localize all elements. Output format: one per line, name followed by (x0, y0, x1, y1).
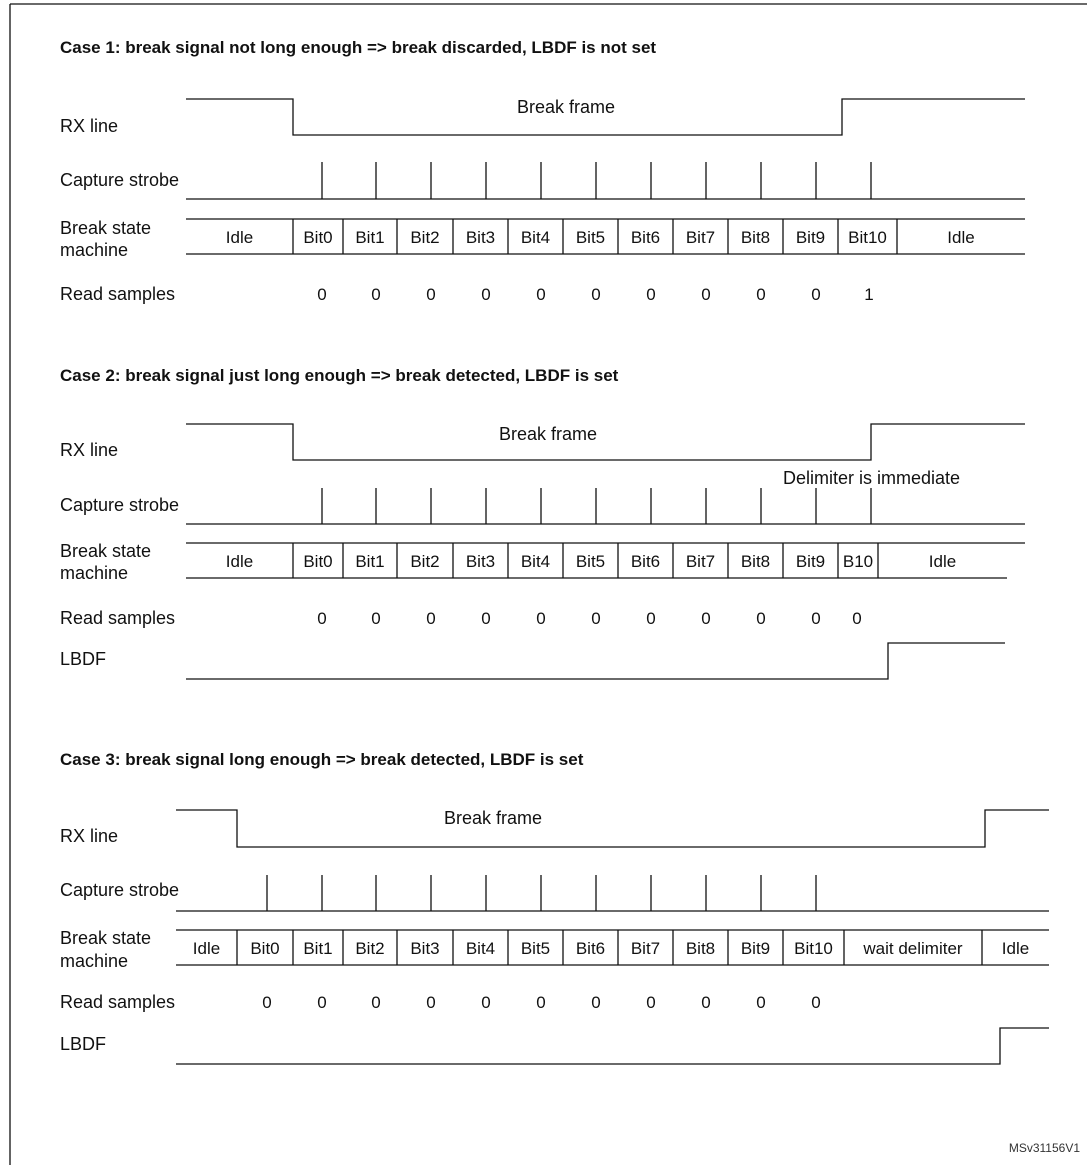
capture-strobe-pulses (322, 488, 871, 524)
state-cell-label: Bit4 (465, 939, 496, 958)
state-cell-label: Bit10 (794, 939, 833, 958)
state-cell-label: Bit9 (795, 552, 826, 571)
state-cell-label: Bit2 (355, 939, 385, 958)
state-cell-label: Bit3 (410, 939, 440, 958)
lbdf-waveform (186, 643, 1005, 679)
read-sample-value: 0 (426, 285, 436, 304)
state-cell-label: Bit2 (410, 552, 440, 571)
read-sample-value: 0 (317, 285, 327, 304)
break-frame-label: Break frame (517, 97, 616, 117)
read-sample-value: 0 (701, 285, 711, 304)
state-cell-label: Bit10 (848, 228, 887, 247)
state-cell-label: Bit9 (795, 228, 826, 247)
read-samples-row (262, 993, 820, 1012)
case-2 (60, 366, 1025, 679)
capture-strobe-label: Capture strobe (60, 880, 180, 900)
read-sample-value: 0 (646, 609, 656, 628)
read-sample-value: 0 (371, 609, 381, 628)
figure-reference-code: MSv31156V1 (1008, 1141, 1080, 1155)
read-sample-value: 0 (481, 993, 491, 1012)
state-cell-label: Bit8 (740, 552, 771, 571)
read-samples-row (317, 285, 873, 304)
read-sample-value: 0 (646, 285, 656, 304)
break-state-machine-label: Break state (60, 218, 152, 238)
state-cell-label: Idle (947, 228, 975, 247)
break-frame-label: Break frame (499, 424, 598, 444)
lbdf-label: LBDF (60, 649, 107, 669)
capture-strobe-label: Capture strobe (60, 170, 180, 190)
state-cell-label: Bit5 (575, 228, 606, 247)
read-sample-value: 0 (262, 993, 272, 1012)
state-cell-label: Bit3 (465, 228, 496, 247)
state-cell-label: Idle (192, 939, 221, 958)
lbdf-waveform (176, 1028, 1049, 1064)
read-sample-value: 0 (317, 609, 327, 628)
read-sample-value: 0 (701, 993, 711, 1012)
state-cell-label: Bit5 (575, 552, 606, 571)
state-cell-label: Bit3 (465, 552, 496, 571)
read-sample-value: 1 (864, 285, 874, 304)
read-sample-value: 0 (591, 993, 601, 1012)
read-sample-value: 0 (811, 285, 821, 304)
rx-line-label: RX line (60, 116, 119, 136)
read-sample-value: 0 (371, 993, 381, 1012)
rx-line-waveform (176, 810, 1049, 847)
read-sample-value: 0 (591, 285, 601, 304)
state-cell-label: Bit6 (575, 939, 606, 958)
state-cell-label: Bit0 (303, 228, 333, 247)
read-samples-label: Read samples (60, 992, 176, 1012)
state-cell-label: Bit7 (685, 228, 716, 247)
read-sample-value: 0 (536, 993, 546, 1012)
state-cell-label: Idle (928, 552, 957, 571)
state-cell-label: Idle (225, 228, 254, 247)
case-3 (60, 750, 1049, 1064)
state-cell-label: Bit5 (520, 939, 551, 958)
break-state-machine-label-line2: machine (60, 240, 129, 260)
read-sample-value: 0 (646, 993, 656, 1012)
read-sample-value: 0 (317, 993, 327, 1012)
state-cells (193, 930, 1029, 965)
state-cell-label: wait delimiter (863, 939, 963, 958)
read-sample-value: 0 (426, 993, 436, 1012)
read-samples-row (317, 609, 861, 628)
state-cell-label: Bit1 (355, 552, 385, 571)
capture-strobe-label: Capture strobe (60, 495, 180, 515)
rx-line-waveform (186, 424, 1025, 460)
state-cell-label: Bit4 (520, 552, 551, 571)
state-cell-label: Bit2 (410, 228, 440, 247)
read-sample-value: 0 (756, 993, 766, 1012)
capture-strobe-pulses (322, 162, 871, 199)
break-frame-label: Break frame (444, 808, 543, 828)
case-2-title: Case 2: break signal just long enough => break detected, LBDF is set (60, 366, 619, 385)
state-cell-label: Bit9 (740, 939, 771, 958)
read-sample-value: 0 (426, 609, 436, 628)
read-sample-value: 0 (852, 609, 862, 628)
break-state-machine-label: Break state (60, 928, 152, 948)
read-sample-value: 0 (756, 285, 766, 304)
read-sample-value: 0 (811, 609, 821, 628)
delimiter-annotation: Delimiter is immediate (783, 468, 961, 488)
read-sample-value: 0 (536, 285, 546, 304)
read-sample-value: 0 (591, 609, 601, 628)
rx-line-label: RX line (60, 826, 119, 846)
read-sample-value: 0 (701, 609, 711, 628)
case-1-title: Case 1: break signal not long enough => break discarded, LBDF is not set (60, 38, 657, 57)
state-cell-label: Bit0 (303, 552, 333, 571)
state-cell-label: Idle (1001, 939, 1030, 958)
state-cell-label: Bit7 (685, 552, 716, 571)
read-samples-label: Read samples (60, 608, 176, 628)
break-state-machine-label-line2: machine (60, 951, 129, 971)
rx-line-label: RX line (60, 440, 119, 460)
state-cell-label: Bit0 (250, 939, 280, 958)
state-cell-label: Bit8 (740, 228, 771, 247)
state-cell-label: Bit6 (630, 228, 661, 247)
state-cell-label: Bit1 (355, 228, 385, 247)
read-sample-value: 0 (811, 993, 821, 1012)
state-cells (226, 219, 975, 254)
state-cell-label: Idle (225, 552, 254, 571)
state-cell-label: Bit4 (520, 228, 551, 247)
read-sample-value: 0 (536, 609, 546, 628)
case-1 (60, 38, 1025, 304)
read-sample-value: 0 (371, 285, 381, 304)
read-sample-value: 0 (481, 285, 491, 304)
capture-strobe-pulses (267, 875, 816, 911)
read-sample-value: 0 (481, 609, 491, 628)
state-cell-label: B10 (842, 552, 874, 571)
state-cell-label: Bit6 (630, 552, 661, 571)
break-state-machine-label-line2: machine (60, 563, 129, 583)
state-cell-label: Bit7 (630, 939, 661, 958)
state-cell-label: Bit1 (303, 939, 333, 958)
state-cell-label: Bit8 (685, 939, 716, 958)
break-state-machine-label: Break state (60, 541, 152, 561)
read-sample-value: 0 (756, 609, 766, 628)
case-3-title: Case 3: break signal long enough => break detected, LBDF is set (60, 750, 584, 769)
state-cells (226, 543, 956, 578)
read-samples-label: Read samples (60, 284, 176, 304)
lbdf-label: LBDF (60, 1034, 107, 1054)
